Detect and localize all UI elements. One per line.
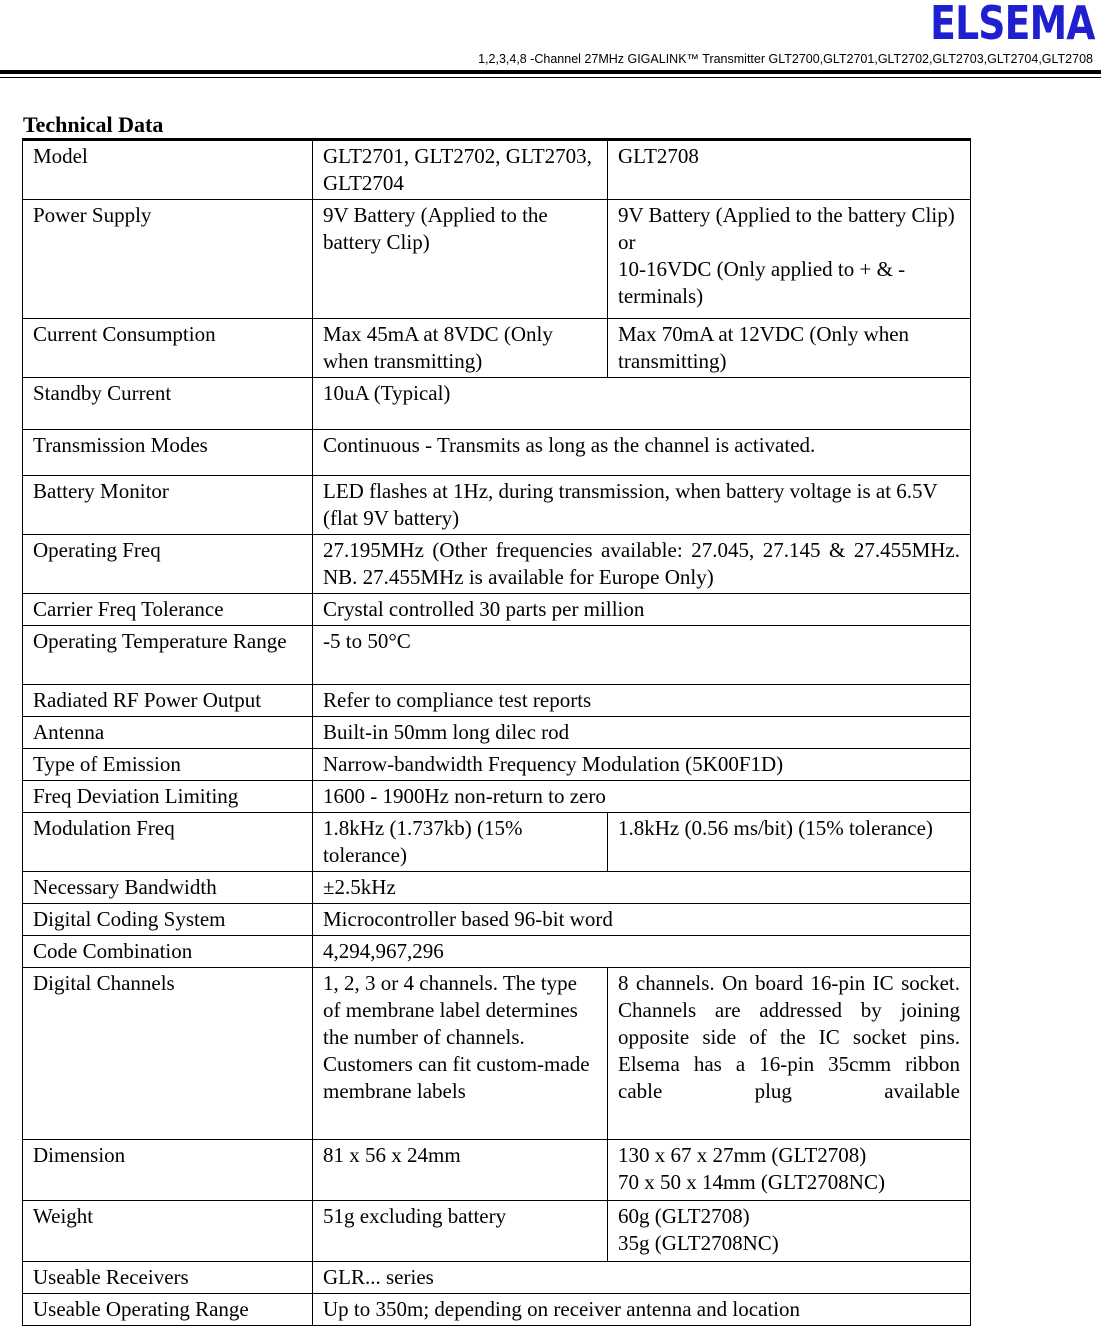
table-row [23,749,971,781]
row-label: Standby Current [23,378,313,430]
header-rule-thick [0,70,1101,74]
row-label: Necessary Bandwidth [23,872,313,904]
row-value-col2: 1.8kHz (0.56 ms/bit) (15% tolerance) [608,813,971,872]
table-row [23,430,971,476]
row-label: Operating Freq [23,535,313,594]
table-row [23,1294,971,1326]
table-row [23,140,971,200]
row-value-col1: 1.8kHz (1.737kb) (15% tolerance) [313,813,608,872]
table-row [23,200,971,319]
header-rule-thin [0,77,1101,78]
section-title: Technical Data [23,112,164,137]
table-row [23,1201,971,1262]
row-value: Built-in 50mm long dilec rod [313,717,971,749]
table-row [23,1262,971,1294]
row-value-col2: 8 channels. On board 16-pin IC socket. Channels are addressed by joining opposite side of the IC socket pins. Elsema has a 16-pin 35cmm ribbon cable plug available [608,968,971,1140]
row-value-col1: 1, 2, 3 or 4 channels. The type of membrane label determines the number of channels. Customers can fit custom-made membrane labels [313,968,608,1140]
row-value: LED flashes at 1Hz, during transmission, when battery voltage is at 6.5V (flat 9V battery) [313,476,971,535]
value-line: 9V Battery (Applied to the battery Clip) or [618,203,955,254]
row-label: Antenna [23,717,313,749]
row-value: 27.195MHz (Other frequencies available: 27.045, 27.145 & 27.455MHz. NB. 27.455MHz is available for Europe Only) [313,535,971,594]
row-value: -5 to 50°C [313,626,971,685]
row-value-col2 [608,1140,971,1201]
row-value-col2: GLT2708 [608,140,971,200]
page-header [0,0,1101,85]
row-label: Current Consumption [23,319,313,378]
row-value: ±2.5kHz [313,872,971,904]
table-row [23,717,971,749]
row-value: Refer to compliance test reports [313,685,971,717]
row-value: Crystal controlled 30 parts per million [313,594,971,626]
row-value: Microcontroller based 96-bit word [313,904,971,936]
table-row [23,936,971,968]
technical-data-table [22,138,971,1326]
row-value: Up to 350m; depending on receiver antenna and location [313,1294,971,1326]
table-row [23,378,971,430]
value-line: 130 x 67 x 27mm (GLT2708) [618,1143,867,1167]
row-value-col1: 51g excluding battery [313,1201,608,1262]
row-label: Transmission Modes [23,430,313,476]
row-value-col2 [608,1201,971,1262]
row-value: 10uA (Typical) [313,378,971,430]
value-line: 35g (GLT2708NC) [618,1231,779,1255]
table-row [23,813,971,872]
row-value-col1: GLT2701, GLT2702, GLT2703, GLT2704 [313,140,608,200]
table-row [23,476,971,535]
row-label: Weight [23,1201,313,1262]
row-label: Modulation Freq [23,813,313,872]
table-row [23,685,971,717]
row-label: Dimension [23,1140,313,1201]
document-subtitle: 1,2,3,4,8 -Channel 27MHz GIGALINK™ Transmitter GLT2700,GLT2701,GLT2702,GLT2703,GLT2704,GLT2708 [478,52,1093,66]
elsema-logo: ELSEMA [930,0,1095,50]
row-value: 4,294,967,296 [313,936,971,968]
row-value-col1: 9V Battery (Applied to the battery Clip) [313,200,608,319]
table-row [23,904,971,936]
table-row [23,626,971,685]
row-label: Battery Monitor [23,476,313,535]
row-value-col1: Max 45mA at 8VDC (Only when transmitting) [313,319,608,378]
table-row [23,594,971,626]
row-value-col2 [608,200,971,319]
row-value-col1: 81 x 56 x 24mm [313,1140,608,1201]
row-label: Carrier Freq Tolerance [23,594,313,626]
row-label: Useable Receivers [23,1262,313,1294]
row-label: Code Combination [23,936,313,968]
row-label: Operating Temperature Range [23,626,313,685]
value-line: 70 x 50 x 14mm (GLT2708NC) [618,1170,885,1194]
table-row [23,1140,971,1201]
table-row [23,319,971,378]
row-label: Digital Channels [23,968,313,1140]
row-label: Digital Coding System [23,904,313,936]
row-value: Narrow-bandwidth Frequency Modulation (5K00F1D) [313,749,971,781]
row-value-col2: Max 70mA at 12VDC (Only when transmitting) [608,319,971,378]
table-row [23,535,971,594]
row-value: 1600 - 1900Hz non-return to zero [313,781,971,813]
table-row [23,781,971,813]
value-line: 10-16VDC (Only applied to + & - terminals) [618,257,906,308]
row-label: Type of Emission [23,749,313,781]
row-value: GLR... series [313,1262,971,1294]
row-label: Model [23,140,313,200]
row-label: Useable Operating Range [23,1294,313,1326]
table-row [23,872,971,904]
value-line: 60g (GLT2708) [618,1204,750,1228]
row-label: Radiated RF Power Output [23,685,313,717]
row-label: Freq Deviation Limiting [23,781,313,813]
table-row [23,968,971,1140]
row-value: Continuous - Transmits as long as the channel is activated. [313,430,971,476]
row-label: Power Supply [23,200,313,319]
